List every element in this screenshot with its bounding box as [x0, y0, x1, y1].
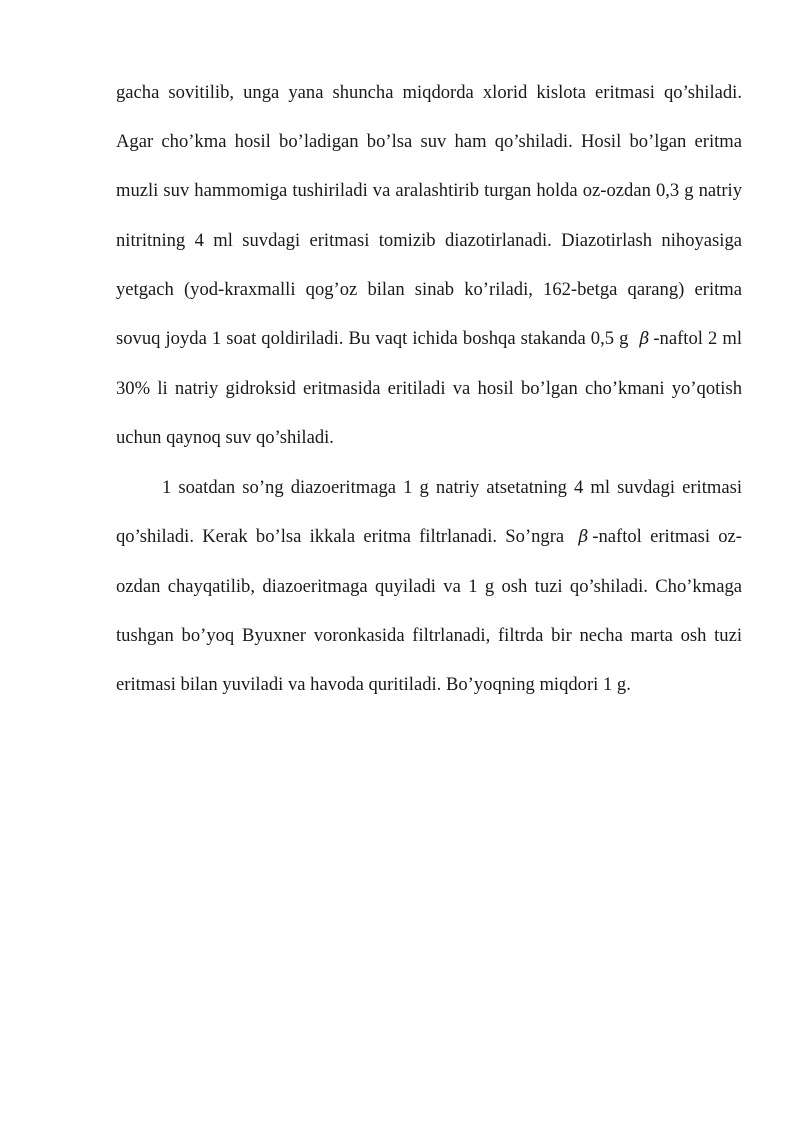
- paragraph-1-text-a: gacha sovitilib, unga yana shuncha miqdorda xlorid kislota eritmasi qo’shiladi. Agar cho’kma hosil bo’ladigan bo’lsa suv ham qo’shiladi. Hosil bo’lgan eritma muzli suv hammomiga tushiriladi va aralashtirib turgan holda oz-ozdan 0,3 g natriy nitritning 4 ml suvdagi eritmasi tomizib diazotirlanadi. Diazotirlash nihoyasiga yetgach (yod-kraxmalli qog’oz bilan sinab ko’riladi, 162-betga qarang) eritma sovuq joyda 1 soat qoldiriladi. Bu vaqt ichida boshqa stakanda 0,5 g: [116, 82, 742, 350]
- paragraph-1: [116, 68, 742, 463]
- paragraph-2-text-a: 1 soatdan so’ng diazoeritmaga 1 g natriy atsetatning 4 ml suvdagi eritmasi qo’shiladi. Kerak bo’lsa ikkala eritma filtrlanadi. So’ngra: [116, 476, 742, 547]
- document-body: [116, 68, 742, 710]
- paragraph-2-text-b: -naftol eritmasi oz-ozdan chayqatilib, diazoeritmaga quyiladi va 1 g osh tuzi qo’shiladi. Cho’kmaga tushgan bo’yoq Byuxner voronkasida filtrlanadi, filtrda bir necha marta osh tuzi eritmasi bilan yuviladi va havoda quritiladi. Bo’yoqning miqdori 1 g.: [116, 525, 742, 696]
- paragraph-2: [116, 463, 742, 710]
- beta-symbol: β: [578, 526, 589, 547]
- paragraph-1-text-b: -naftol 2 ml 30% li natriy gidroksid eritmasida eritiladi va hosil bo’lgan cho’kmani yo’qotish uchun qaynoq suv qo’shiladi.: [116, 328, 742, 449]
- beta-symbol: β: [639, 329, 650, 350]
